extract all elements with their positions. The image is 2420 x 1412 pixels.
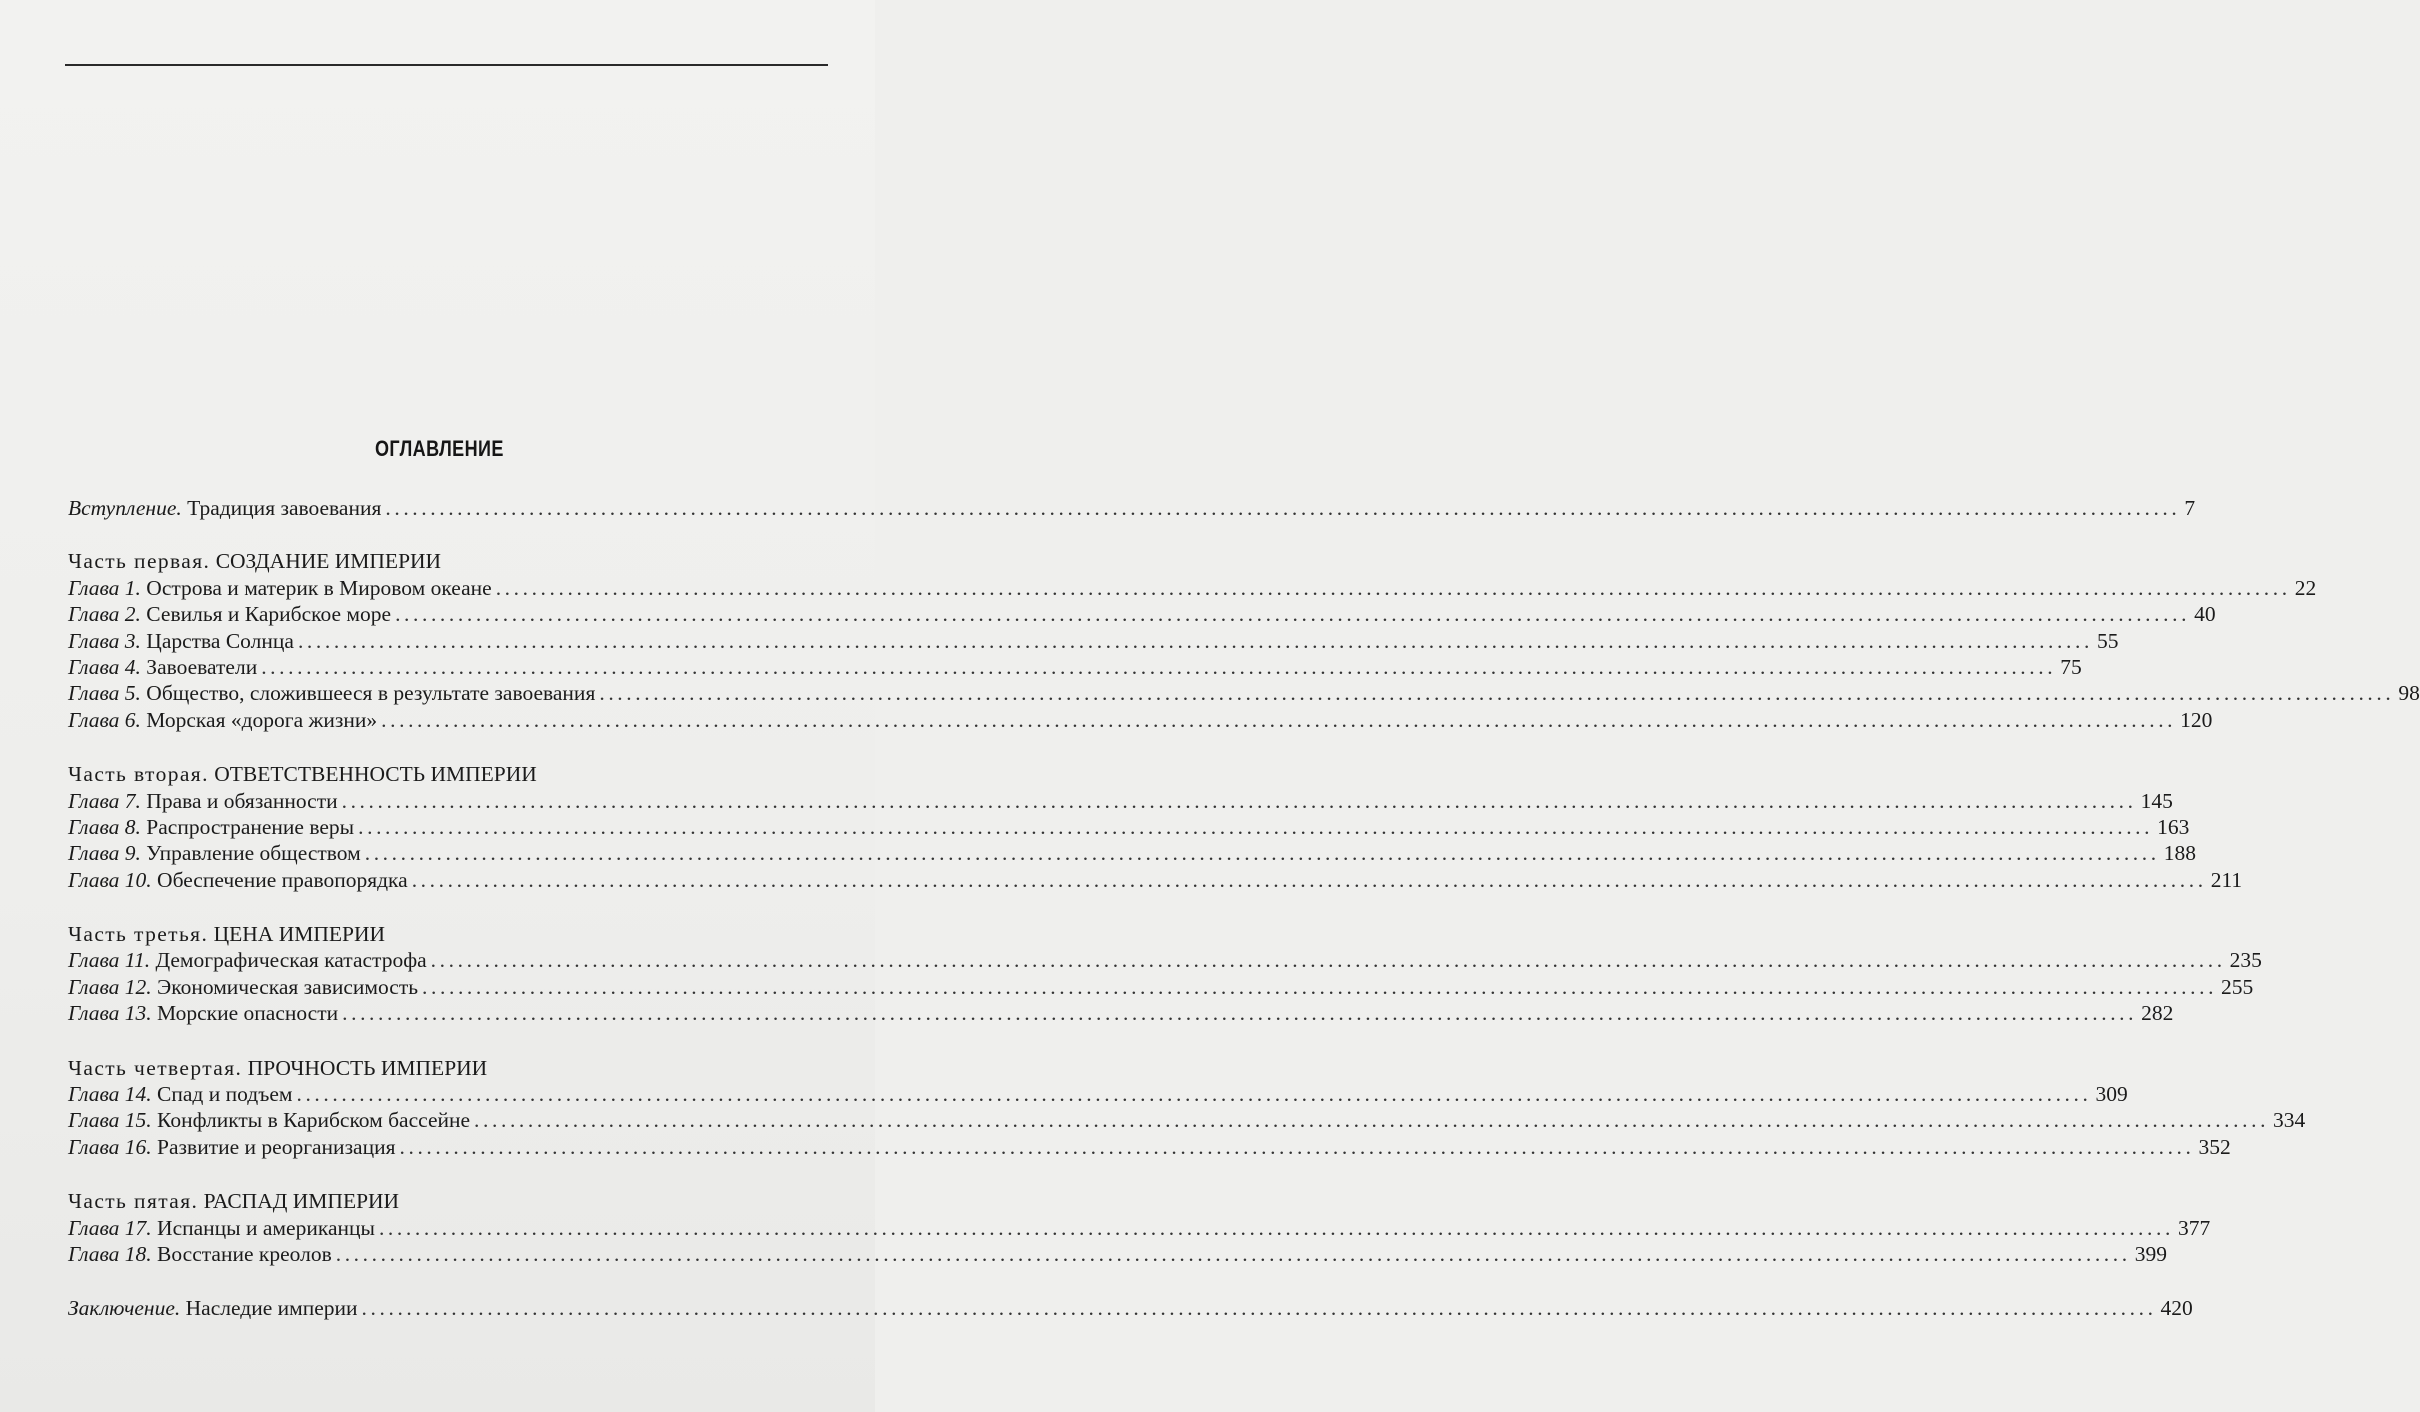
header-rule xyxy=(65,64,828,66)
part-title: ОТВЕТСТВЕННОСТЬ ИМПЕРИИ xyxy=(214,762,537,787)
toc-entry xyxy=(68,707,2213,733)
toc-entry xyxy=(68,974,2254,1000)
toc-title: ОГЛАВЛЕНИЕ xyxy=(374,436,504,461)
entry-label: Глава 2. xyxy=(68,602,141,627)
leader-dots: ........................................................................................................................................................................................................ xyxy=(297,628,2093,653)
entry-page: 163 xyxy=(2157,814,2190,839)
entry-label: Глава 1. xyxy=(68,575,141,600)
part-heading xyxy=(68,548,830,574)
entry-label: Глава 7. xyxy=(68,788,141,813)
table-of-contents xyxy=(68,495,2420,1322)
entry-title: Общество, сложившееся в результате завоевания xyxy=(146,681,596,706)
entry-title: Права и обязанности xyxy=(146,788,338,813)
entry-label: Глава 6. xyxy=(68,707,141,732)
entry-page: 399 xyxy=(2134,1241,2167,1266)
entry-title: Завоеватели xyxy=(146,654,258,679)
entry-label: Вступление. xyxy=(68,496,182,520)
entry-title: Испанцы и американцы xyxy=(157,1215,375,1240)
leader-dots: ........................................................................................................................................................................................................ xyxy=(422,974,2218,999)
entry-label: Глава 12. xyxy=(68,974,152,999)
entry-page: 98 xyxy=(2398,681,2420,706)
leader-dots: ........................................................................................................................................................................................................ xyxy=(364,841,2160,866)
entry-label: Глава 14. xyxy=(68,1082,152,1107)
part-heading xyxy=(68,921,830,947)
entry-page: 55 xyxy=(2096,628,2119,653)
entry-label: Глава 15. xyxy=(68,1108,152,1133)
toc-entry xyxy=(68,1134,2231,1160)
entry-title: Обеспечение правопорядка xyxy=(157,867,408,892)
entry-label: Глава 9. xyxy=(68,841,141,866)
entry-page: 120 xyxy=(2180,707,2213,732)
part-prefix: Часть первая. xyxy=(68,549,211,574)
entry-title: Распространение веры xyxy=(146,814,355,839)
entry-title: Царства Солнца xyxy=(146,628,294,653)
leader-dots: ........................................................................................................................................................................................................ xyxy=(474,1108,2270,1133)
leader-dots: ........................................................................................................................................................................................................ xyxy=(430,948,2226,973)
entry-label: Глава 5. xyxy=(68,681,141,706)
toc-entry xyxy=(68,680,2420,706)
part-heading xyxy=(68,1188,830,1214)
part-title: РАСПАД ИМПЕРИИ xyxy=(203,1189,400,1214)
part-title: ЦЕНА ИМПЕРИИ xyxy=(213,922,386,947)
leader-dots: ........................................................................................................................................................................................................ xyxy=(335,1241,2131,1266)
toc-entry xyxy=(68,1241,2167,1267)
toc-entry xyxy=(68,1215,2211,1241)
toc-entry xyxy=(68,1000,2174,1026)
entry-label: Заключение. xyxy=(68,1296,181,1321)
entry-page: 334 xyxy=(2273,1108,2306,1133)
entry-page: 7 xyxy=(2184,496,2196,520)
entry-page: 188 xyxy=(2163,841,2196,866)
leader-dots: ........................................................................................................................................................................................................ xyxy=(599,681,2395,706)
entry-label: Глава 10. xyxy=(68,867,152,892)
toc-entry xyxy=(68,1081,2128,1107)
entry-title: Морская «дорога жизни» xyxy=(146,707,378,732)
leader-dots: ........................................................................................................................................................................................................ xyxy=(341,788,2137,813)
leader-dots: ........................................................................................................................................................................................................ xyxy=(381,707,2177,732)
entry-label: Глава 4. xyxy=(68,654,141,679)
part-heading xyxy=(68,1055,830,1081)
toc-entry xyxy=(68,867,2243,893)
entry-page: 255 xyxy=(2221,974,2254,999)
entry-title: Демографическая катастрофа xyxy=(155,948,427,973)
part-heading xyxy=(68,761,830,787)
entry-title: Морские опасности xyxy=(157,1001,339,1026)
entry-page: 211 xyxy=(2210,867,2243,892)
entry-title: Конфликты в Карибском бассейне xyxy=(157,1108,471,1133)
toc-entry xyxy=(68,947,2262,973)
entry-page: 420 xyxy=(2160,1296,2193,1321)
toc-entry-intro xyxy=(68,495,2196,521)
entry-title: Севилья и Карибское море xyxy=(146,602,392,627)
entry-title: Управление обществом xyxy=(146,841,361,866)
entry-title: Острова и материк в Мировом океане xyxy=(146,575,492,600)
entry-label: Глава 17. xyxy=(68,1215,152,1240)
toc-entry xyxy=(68,814,2190,840)
part-prefix: Часть пятая. xyxy=(68,1189,199,1214)
leader-dots: ........................................................................................................................................................................................................ xyxy=(358,814,2154,839)
leader-dots: ........................................................................................................................................................................................................ xyxy=(399,1134,2195,1159)
leader-dots: ........................................................................................................................................................................................................ xyxy=(342,1001,2138,1026)
entry-label: Глава 8. xyxy=(68,814,141,839)
leader-dots: ........................................................................................................................................................................................................ xyxy=(378,1215,2174,1240)
entry-label: Глава 18. xyxy=(68,1241,152,1266)
entry-title: Спад и подъем xyxy=(157,1082,293,1107)
leader-dots: ........................................................................................................................................................................................................ xyxy=(296,1082,2092,1107)
entry-title: Развитие и реорганизация xyxy=(157,1134,396,1159)
entry-label: Глава 13. xyxy=(68,1001,152,1026)
part-prefix: Часть вторая. xyxy=(68,762,209,787)
entry-label: Глава 11. xyxy=(68,948,151,973)
entry-label: Глава 3. xyxy=(68,628,141,653)
leader-dots: ........................................................................................................................................................................................................ xyxy=(495,575,2291,600)
entry-title: Наследие империи xyxy=(185,1296,358,1321)
entry-page: 145 xyxy=(2140,788,2173,813)
entry-page: 352 xyxy=(2198,1134,2231,1159)
part-title: ПРОЧНОСТЬ ИМПЕРИИ xyxy=(247,1055,488,1080)
toc-entry xyxy=(68,1107,2306,1133)
toc-entry xyxy=(68,788,2173,814)
toc-entry xyxy=(68,840,2196,866)
entry-title: Экономическая зависимость xyxy=(157,974,419,999)
part-title: СОЗДАНИЕ ИМПЕРИИ xyxy=(215,549,442,574)
toc-entry xyxy=(68,575,2317,601)
part-prefix: Часть третья. xyxy=(68,922,209,947)
entry-title: Восстание креолов xyxy=(157,1241,332,1266)
entry-label: Глава 16. xyxy=(68,1134,152,1159)
entry-title: Традиция завоевания xyxy=(187,496,382,520)
entry-page: 235 xyxy=(2229,948,2262,973)
leader-dots: ........................................................................................................................................................................................................ xyxy=(361,1296,2157,1321)
entry-page: 40 xyxy=(2194,602,2216,627)
entry-page: 22 xyxy=(2294,575,2317,600)
entry-page: 282 xyxy=(2141,1001,2174,1026)
part-prefix: Часть четвертая. xyxy=(68,1055,243,1080)
entry-page: 309 xyxy=(2095,1082,2128,1107)
leader-dots: ........................................................................................................................................................................................................ xyxy=(395,602,2191,627)
toc-entry-conclusion xyxy=(68,1295,2193,1321)
toc-entry xyxy=(68,628,2119,654)
leader-dots: ........................................................................................................................................................................................................ xyxy=(261,654,2057,679)
toc-entry xyxy=(68,601,2216,627)
toc-entry xyxy=(68,654,2082,680)
leader-dots: ........................................................................................................................................................................................................ xyxy=(411,867,2207,892)
leader-dots: ........................................................................................................................................................................................................ xyxy=(385,496,2181,520)
entry-page: 377 xyxy=(2177,1215,2211,1240)
entry-page: 75 xyxy=(2060,654,2082,679)
